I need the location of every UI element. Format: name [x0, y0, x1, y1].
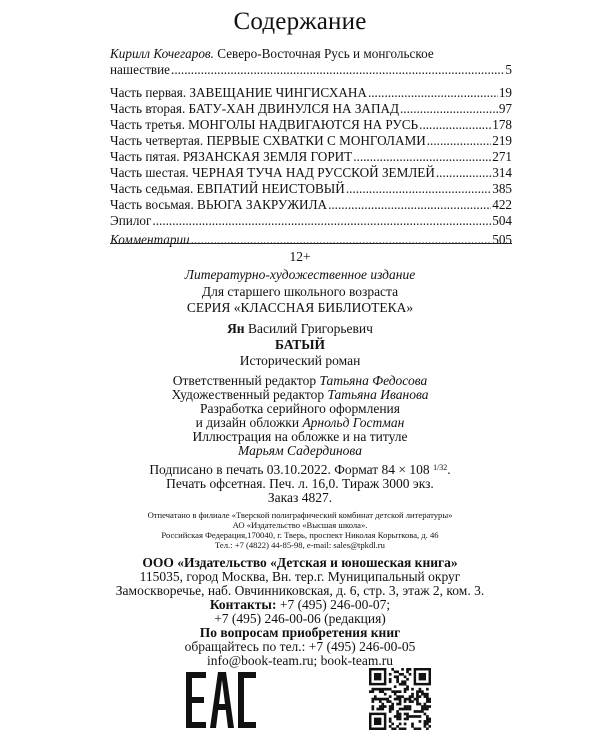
credit-label: Художественный редактор: [171, 387, 328, 402]
toc-entry: [110, 181, 512, 197]
printer-line1: Отпечатано в филиале «Тверской полиграфический комбинат детской литературы»: [147, 510, 453, 520]
toc-entry-page: 385: [492, 181, 512, 196]
toc-entry: [110, 101, 512, 117]
credit-name: Татьяна Федосова: [319, 373, 428, 388]
publisher-address-line1: 115035, город Москва, Вн. тер.г. Муниципальный округ: [139, 569, 461, 584]
toc-entry: [110, 85, 512, 101]
design-credit-line1: Разработка серийного оформления: [199, 401, 400, 416]
toc-entry: [110, 213, 512, 229]
toc-entry-page: 505: [492, 232, 512, 247]
toc-entry-label: Часть первая. ЗАВЕЩАНИЕ ЧИНГИСХАНА: [110, 85, 367, 100]
toc-entry: [110, 133, 512, 149]
toc-entry-label: Часть третья. МОНГОЛЫ НАДВИГАЮТСЯ НА РУСЬ: [110, 117, 419, 132]
eac-mark-svg: [184, 668, 258, 732]
publisher-address-line2: Замоскворечье, наб. Овчинниковская, д. 6, стр. 3, этаж 2, ком. 3.: [115, 583, 485, 598]
toc-entry: [110, 197, 512, 213]
toc-entry-page: 219: [492, 133, 512, 148]
illustrator-name: Марьям Садердинова: [238, 443, 362, 458]
audience: Для старшего школьного возраста: [201, 284, 399, 299]
contacts-phone: +7 (495) 246-00-07;: [276, 597, 391, 612]
toc-entry-page: 19: [498, 85, 512, 100]
illustration-credit: Иллюстрация на обложке и на титуле: [192, 429, 408, 444]
book-title: БАТЫЙ: [274, 337, 326, 352]
format-fraction: 1/32: [433, 463, 448, 472]
print-signed-text: Подписано в печать 03.10.2022. Формат 84 × 108: [149, 462, 434, 477]
printer-line2: АО «Издательство «Высшая школа».: [232, 520, 368, 530]
toc-entry: [110, 165, 512, 181]
publisher-name: ООО «Издательство «Детская и юношеская книга»: [142, 555, 458, 570]
editorial-phone: +7 (495) 246-00-06 (редакция): [214, 611, 386, 626]
toc-entry-page: 178: [492, 117, 512, 132]
eac-conformity-mark-icon: [184, 668, 258, 732]
purchase-email: info@book-team.ru; book-team.ru: [206, 653, 393, 668]
toc-entry-label: Эпилог: [110, 213, 152, 228]
toc-entry-label: Часть пятая. РЯЗАНСКАЯ ЗЕМЛЯ ГОРИТ: [110, 149, 353, 164]
author-last-name: Ян: [227, 321, 245, 336]
toc-entry-label: Часть седьмая. ЕВПАТИЙ НЕИСТОВЫЙ: [110, 181, 345, 196]
toc-entry-page: 5: [505, 62, 512, 77]
author-first-names: Василий Григорьевич: [244, 321, 373, 336]
purchase-heading: По вопросам приобретения книг: [199, 625, 401, 640]
printer-address: Российская Федерация,170040, г. Тверь, проспект Николая Корыткова, д. 46: [161, 530, 439, 540]
toc-entry-label: Часть вторая. БАТУ-ХАН ДВИНУЛСЯ НА ЗАПАД: [110, 101, 399, 116]
toc-entry-page: 97: [498, 101, 512, 116]
toc-title: Содержание: [233, 8, 367, 35]
qr-code-icon: [369, 668, 431, 730]
toc-entry: [110, 117, 512, 133]
qr-code-svg: [369, 668, 431, 730]
printer-contacts: Тел.: +7 (4822) 44-85-98, e-mail: sales@tpkdl.ru: [215, 540, 385, 550]
toc-entry-label: Часть шестая. ЧЕРНАЯ ТУЧА НАД РУССКОЙ ЗЕМЛЕЙ: [110, 165, 435, 180]
toc-entry-label: нашествие: [110, 62, 171, 77]
contacts-label: Контакты:: [209, 597, 277, 612]
print-run-line: Печать офсетная. Печ. л. 16,0. Тираж 3000 экз.: [166, 476, 434, 491]
toc-intro-line1: [110, 46, 512, 62]
book-subtitle: Исторический роман: [239, 353, 361, 368]
credit-label: Ответственный редактор: [172, 373, 320, 388]
edition-genre: Литературно-художественное издание: [184, 267, 416, 282]
age-rating: 12+: [289, 249, 311, 264]
credit-name: Арнольд Гостман: [302, 415, 405, 430]
print-signed-end: .: [447, 462, 451, 477]
toc-intro-author: Кирилл Кочегаров.: [110, 46, 214, 61]
toc-entry-page: 504: [492, 213, 512, 228]
order-number: Заказ 4827.: [267, 490, 333, 505]
series: СЕРИЯ «КЛАССНАЯ БИБЛИОТЕКА»: [186, 300, 414, 315]
toc-entry-page: 422: [492, 197, 512, 212]
toc-entry-intro: [110, 62, 512, 78]
toc-entry: [110, 149, 512, 165]
toc-entry-page: 271: [492, 149, 512, 164]
toc-entry-label: Часть четвертая. ПЕРВЫЕ СХВАТКИ С МОНГОЛАМИ: [110, 133, 426, 148]
credit-name: Татьяна Иванова: [327, 387, 429, 402]
toc-entry-label: Часть восьмая. ВЬЮГА ЗАКРУЖИЛА: [110, 197, 328, 212]
divider: [110, 243, 512, 244]
toc-entry-label: Комментарии: [110, 232, 190, 247]
toc-intro-text: Северо-Восточная Русь и монгольское: [213, 46, 434, 61]
book-author: [0, 321, 600, 337]
toc-entry-page: 314: [492, 165, 512, 180]
toc-entry-comments: [110, 232, 512, 248]
table-of-contents: [110, 46, 512, 248]
credit-label: и дизайн обложки: [195, 415, 303, 430]
purchase-phone: обращайтесь по тел.: +7 (495) 246-00-05: [184, 639, 416, 654]
